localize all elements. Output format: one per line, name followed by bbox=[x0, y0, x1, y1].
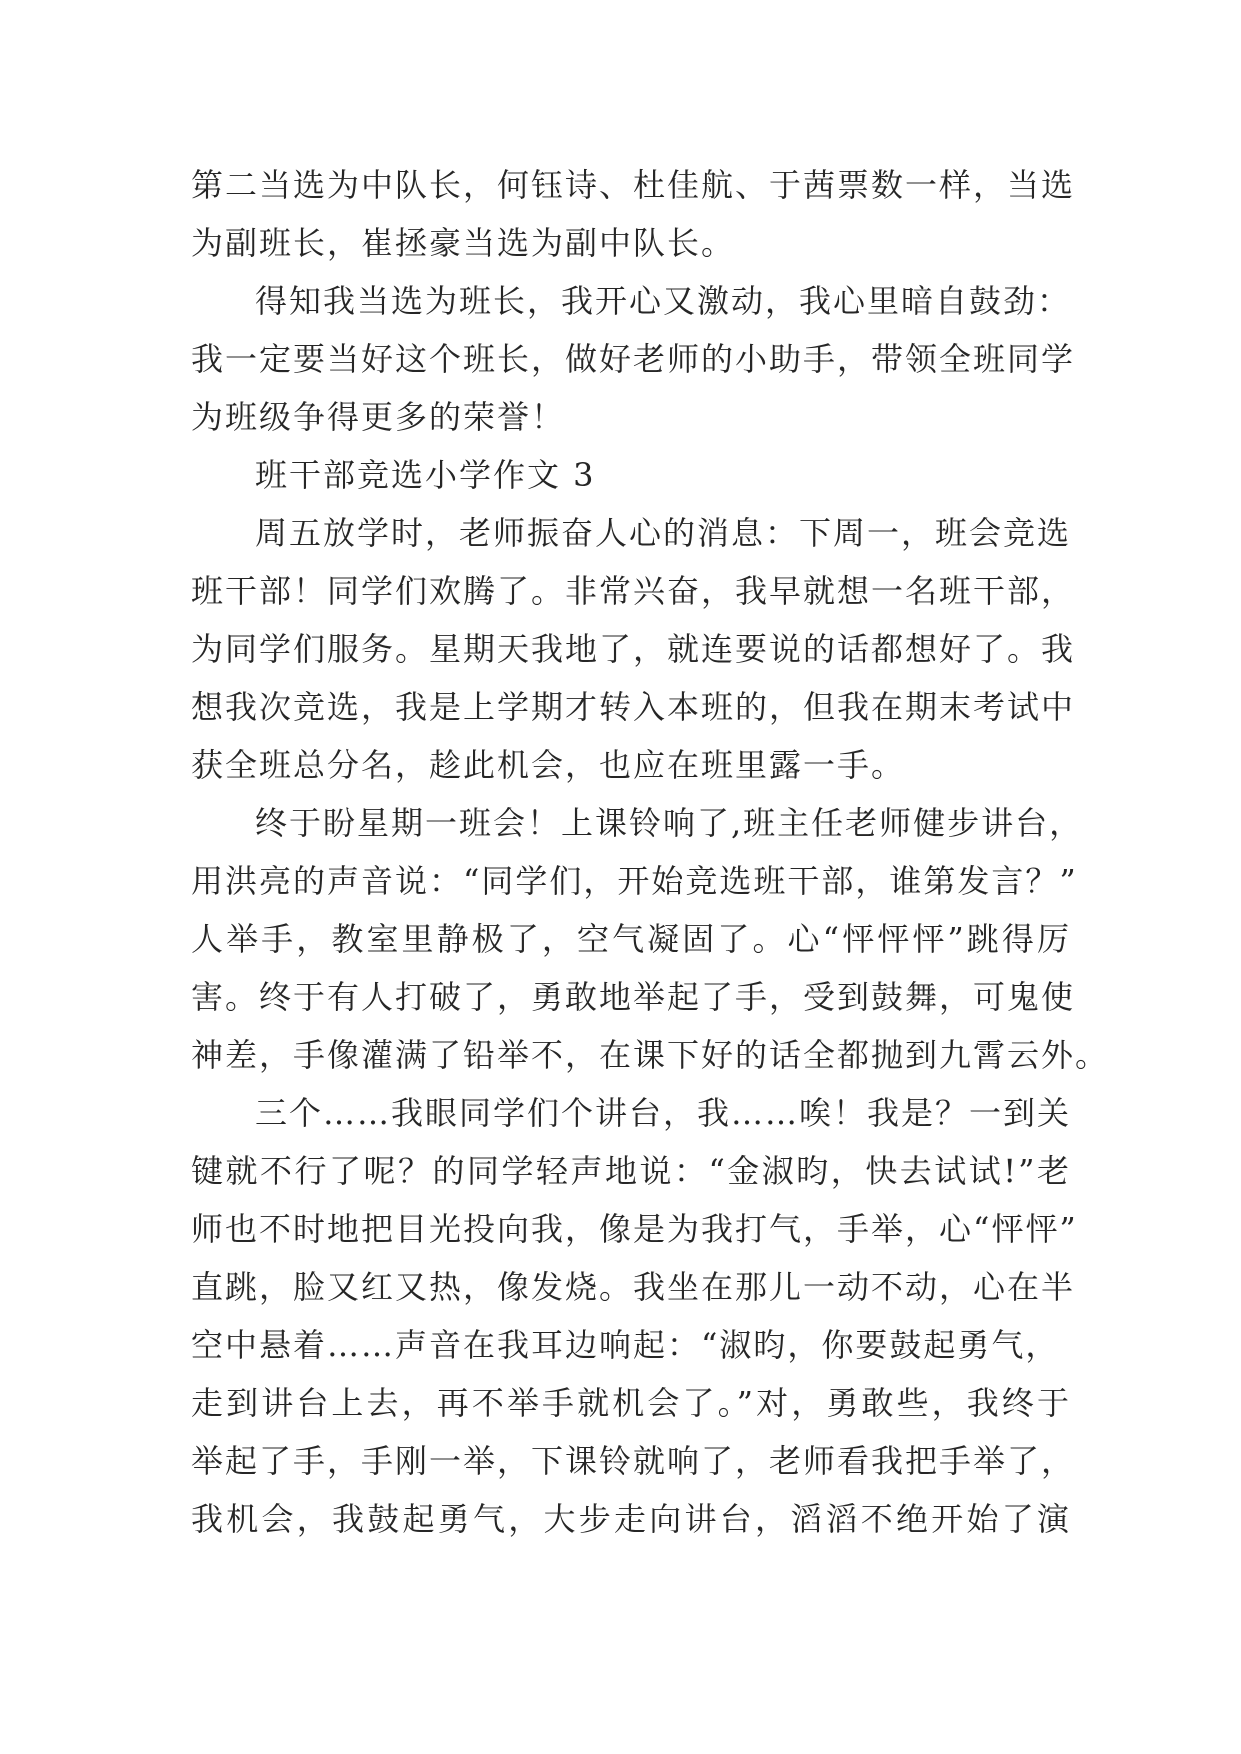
text-line: 举起了手，手刚一举，下课铃就响了，老师看我把手举了， bbox=[191, 1442, 1076, 1480]
text-line: 想我次竞选，我是上学期才转入本班的，但我在期末考试中 bbox=[191, 688, 1076, 726]
text-line: 神差，手像灌满了铅举不，在课下好的话全都抛到九霄云外。 bbox=[191, 1036, 1110, 1074]
text-line: 走到讲台上去，再不举手就机会了。”对，勇敢些，我终于 bbox=[191, 1384, 1071, 1422]
text-line: 师也不时地把目光投向我，像是为我打气，手举，心“怦怦” bbox=[191, 1210, 1078, 1248]
text-line: 直跳，脸又红又热，像发烧。我坐在那儿一动不动，心在半 bbox=[191, 1268, 1076, 1306]
text-line: 空中悬着……声音在我耳边响起：“淑昀，你要鼓起勇气， bbox=[191, 1326, 1060, 1364]
section-heading: 班干部竞选小学作文 3 bbox=[255, 456, 596, 494]
text-line: 我机会，我鼓起勇气，大步走向讲台，滔滔不绝开始了演 bbox=[191, 1500, 1071, 1538]
text-line: 为同学们服务。星期天我地了，就连要说的话都想好了。我 bbox=[191, 630, 1076, 668]
text-line: 得知我当选为班长，我开心又激动，我心里暗自鼓劲： bbox=[255, 282, 1072, 320]
text-line: 为副班长，崔拯豪当选为副中队长。 bbox=[191, 224, 736, 262]
text-line: 周五放学时，老师振奋人心的消息：下周一，班会竞选 bbox=[255, 514, 1072, 552]
text-line: 用洪亮的声音说：“同学们，开始竞选班干部，谁第发言？” bbox=[191, 862, 1078, 900]
text-line: 获全班总分名，趁此机会，也应在班里露一手。 bbox=[191, 746, 906, 784]
text-line: 我一定要当好这个班长，做好老师的小助手，带领全班同学 bbox=[191, 340, 1076, 378]
text-line: 人举手，教室里静极了，空气凝固了。心“怦怦怦”跳得厉 bbox=[191, 920, 1071, 958]
text-line: 为班级争得更多的荣誉！ bbox=[191, 398, 566, 436]
text-line: 第二当选为中队长，何钰诗、杜佳航、于茜票数一样，当选 bbox=[191, 166, 1076, 204]
text-line: 三个……我眼同学们个讲台，我……唉！我是？一到关 bbox=[255, 1094, 1072, 1132]
essay-text bbox=[191, 156, 1110, 1548]
text-line: 班干部！同学们欢腾了。非常兴奋，我早就想一名班干部， bbox=[191, 572, 1076, 610]
text-line: 终于盼星期一班会！上课铃响了,班主任老师健步讲台， bbox=[255, 804, 1084, 842]
text-line: 害。终于有人打破了，勇敢地举起了手，受到鼓舞，可鬼使 bbox=[191, 978, 1076, 1016]
text-line: 键就不行了呢？的同学轻声地说：“金淑昀，快去试试!”老 bbox=[191, 1152, 1071, 1190]
